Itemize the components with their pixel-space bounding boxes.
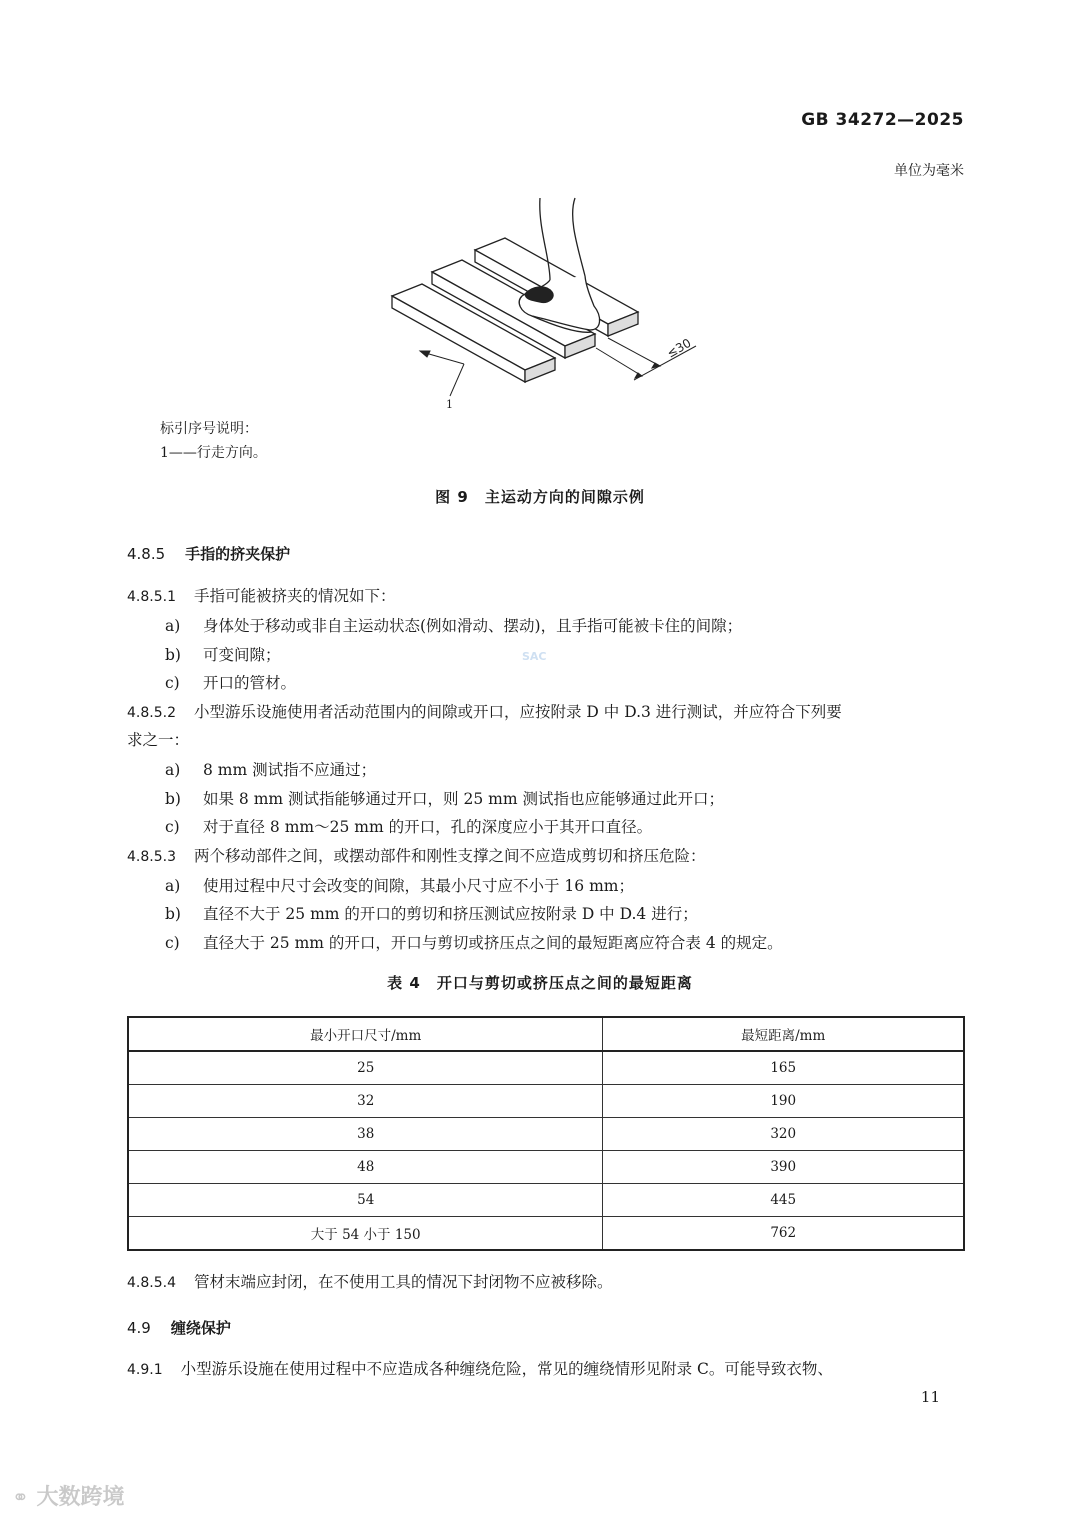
clause-number: 4.8.5.3 [127, 849, 176, 865]
legend-item: 1——行走方向。 [160, 445, 267, 461]
center-watermark: SAC [522, 650, 547, 663]
clause-text: 小型游乐设施在使用过程中不应造成各种缠绕危险，常见的缠绕情形见附录 C。可能导致衣物、 [180, 1360, 833, 1378]
section-heading-4-8-5 [127, 543, 290, 564]
clause-text-continued: 求之一： [127, 731, 190, 749]
list-item: c) 对于直径 8 mm～25 mm 的开口，孔的深度应小于其开口直径。 [165, 818, 653, 836]
clause-number: 4.8.5.1 [127, 589, 176, 605]
dimension-label: ≤30 [664, 335, 694, 361]
clause-4-8-5-2 [127, 698, 842, 727]
list-item: c) 直径大于 25 mm 的开口，开口与剪切或挤压点之间的最短距离应符合表 4 的规定。 [165, 934, 783, 952]
standard-number: GB 34272—2025 [801, 110, 964, 130]
section-title: 手指的挤夹保护 [185, 545, 291, 563]
clause-text: 手指可能被挤夹的情况如下： [193, 587, 396, 605]
section-heading-4-9 [127, 1317, 231, 1338]
table-row: 54 445 [128, 1184, 964, 1217]
page-number: 11 [920, 1388, 940, 1406]
unit-note: 单位为毫米 [894, 163, 964, 179]
list-item: c) 开口的管材。 [165, 674, 297, 692]
table-row: 48 390 [128, 1151, 964, 1184]
list-item: a) 使用过程中尺寸会改变的间隙，其最小尺寸应不小于 16 mm； [165, 877, 634, 895]
section-number: 4.8.5 [127, 545, 166, 563]
table-row: 大于 54 小于 150 762 [128, 1217, 964, 1251]
gap-figure [380, 188, 720, 418]
section-title: 缠绕保护 [170, 1319, 231, 1337]
column-header: 最短距离/mm [603, 1017, 964, 1051]
column-header: 最小开口尺寸/mm [128, 1017, 603, 1051]
list-item: b) 如果 8 mm 测试指能够通过开口，则 25 mm 测试指也应能够通过此开口； [165, 790, 724, 808]
list-item: b) 可变间隙； [165, 646, 281, 664]
clause-4-8-5-3 [127, 842, 706, 871]
clause-number: 4.8.5.4 [127, 1275, 176, 1291]
clause-text: 小型游乐设施使用者活动范围内的间隙或开口，应按附录 D 中 D.3 进行测试，并应符合下列要 [193, 703, 842, 721]
clause-text: 两个移动部件之间，或摆动部件和刚性支撑之间不应造成剪切和挤压危险： [193, 847, 706, 865]
section-number: 4.9 [127, 1319, 151, 1337]
clause-4-8-5-4 [127, 1268, 613, 1297]
direction-arrow [420, 351, 464, 396]
clause-4-8-5-1 [127, 582, 396, 611]
clause-text: 管材末端应封闭，在不使用工具的情况下封闭物不应被移除。 [193, 1273, 613, 1291]
callout-label: 1 [446, 398, 453, 411]
figure-caption: 图 9 主运动方向的间隙示例 [435, 488, 645, 506]
list-item: a) 8 mm 测试指不应通过； [165, 761, 377, 779]
table-row: 38 320 [128, 1118, 964, 1151]
list-item: a) 身体处于移动或非自主运动状态(例如滑动、摆动)，且手指可能被卡住的间隙； [165, 617, 743, 635]
bottom-watermark: ⚭ 大数跨境 [12, 1485, 125, 1510]
table-header-row [128, 1017, 964, 1051]
legend-title: 标引序号说明： [160, 421, 258, 437]
clause-4-9-1 [127, 1355, 833, 1384]
clause-number: 4.8.5.2 [127, 705, 176, 721]
table-row: 25 165 [128, 1051, 964, 1085]
table-row: 32 190 [128, 1085, 964, 1118]
clause-number: 4.9.1 [127, 1362, 163, 1378]
table-caption: 表 4 开口与剪切或挤压点之间的最短距离 [387, 974, 693, 992]
link-icon: ⚭ [12, 1485, 29, 1509]
list-item: b) 直径不大于 25 mm 的开口的剪切和挤压测试应按附录 D 中 D.4 进行； [165, 905, 698, 923]
distance-table [127, 1016, 965, 1251]
